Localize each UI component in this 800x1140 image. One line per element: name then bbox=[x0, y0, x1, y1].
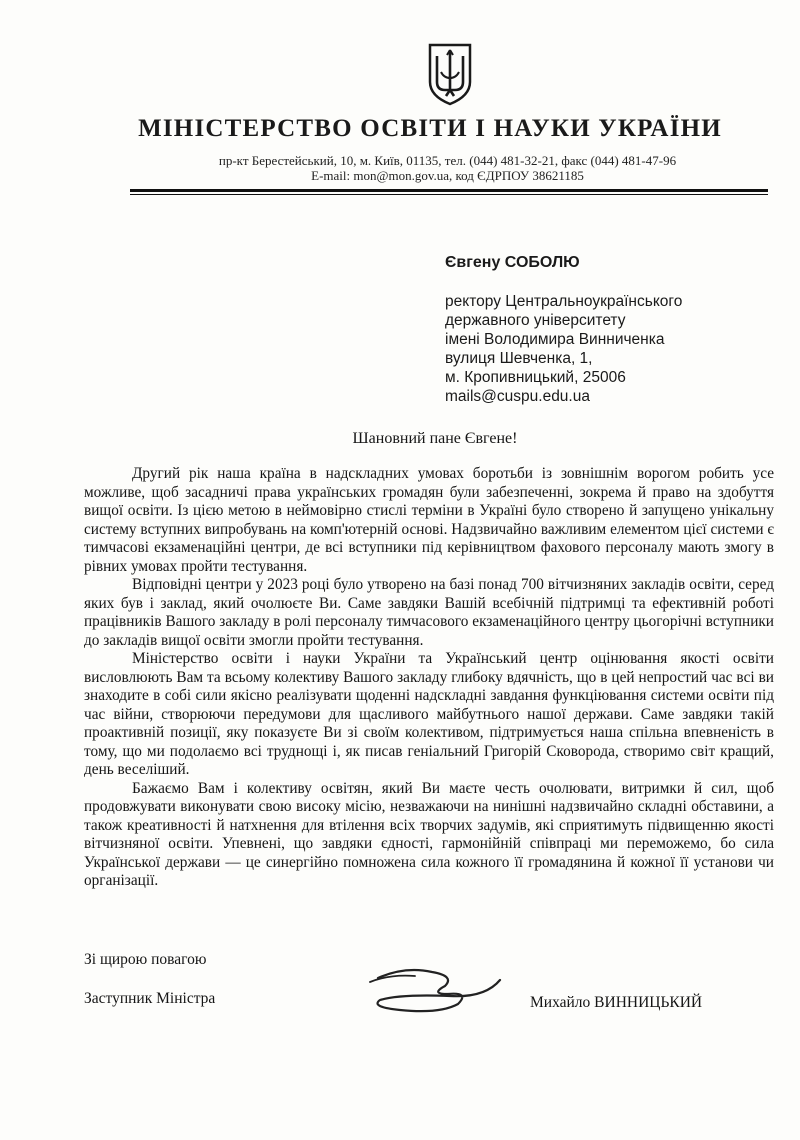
addressee-block bbox=[445, 253, 775, 406]
addressee-email: mails@cuspu.edu.ua bbox=[445, 388, 590, 405]
body-paragraph: Бажаємо Вам і колективу освітян, який Ви маєте честь очолювати, витримки й сил, щоб продовжувати виконувати свою високу місію, незважаючи на нинішні надзвичайно складні обставини, а також креативності й натхнення для втілення всіх творчих задумів, які сприятимуть підвищенню якості вітчизняної освіти. Упевнені, що завдяки єдності, гармонійній співпраці ми переможемо, бо сила Української держави — це синергійно помножена сила кожного її громадянина й кожної її установи чи організації. bbox=[84, 779, 774, 889]
signer-position: Заступник Міністра bbox=[84, 990, 216, 1007]
addressee-line: м. Кропивницький, 25006 bbox=[445, 369, 626, 386]
handwritten-signature bbox=[360, 960, 510, 1020]
addressee-name: Євгену СОБОЛЮ bbox=[445, 254, 580, 271]
body-paragraph: Другий рік наша країна в надскладних умовах боротьби із зовнішнім ворогом робить усе можливе, щоб засадничі права українських громадян були забезпеченні, зокрема й право на здобуття вищої освіти. Із цією метою в неймовірно стислі терміни в Україні було створено й запущено унікальну систему вступних випробувань на комп'ютерній основі. Надзвичайно важливим елементом цієї системи є тимчасові екзаменаційні центри, де всі вступники під керівництвом фахового персоналу мають змогу в рівних умовах пройти тестування. bbox=[84, 465, 774, 575]
header-divider-thick bbox=[130, 189, 768, 192]
ministry-title: МІНІСТЕРСТВО ОСВІТИ І НАУКИ УКРАЇНИ bbox=[138, 115, 722, 142]
addressee-line: ректору Центральноукраїнського bbox=[445, 293, 683, 310]
signer-name: Михайло ВИННИЦЬКИЙ bbox=[530, 994, 703, 1011]
header-divider-thin bbox=[130, 194, 768, 195]
body-paragraph: Відповідні центри у 2023 році було утворено на базі понад 700 вітчизняних закладів освіти, серед яких був і заклад, який очолюєте Ви. Саме завдяки Вашій всебічній підтримці та ефективній роботі працівників Вашого закладу в ролі персоналу тимчасового екзаменаційного центру цьогорічні вступники до закладів вищої освіти змогли пройти тестування. bbox=[84, 576, 774, 649]
closing-phrase: Зі щирою повагою bbox=[84, 951, 207, 968]
ministry-email: E-mail: mon@mon.gov.ua, код ЄДРПОУ 38621185 bbox=[311, 168, 584, 183]
ministry-address: пр-кт Берестейський, 10, м. Київ, 01135, тел. (044) 481-32-21, факс (044) 481-47-96 bbox=[218, 153, 677, 168]
letter-body bbox=[84, 465, 774, 891]
trident-coat-of-arms-icon bbox=[427, 42, 473, 106]
addressee-line: державного університету bbox=[445, 312, 626, 329]
salutation: Шановний пане Євгене! bbox=[352, 430, 518, 447]
addressee-line: вулиця Шевченка, 1, bbox=[445, 350, 593, 367]
body-paragraph: Міністерство освіти і науки України та Український центр оцінювання якості освіти висловлюють Вам та всьому колективу Вашого закладу глибоку вдячність, що в цей непростий час всі ви знаходите в собі сили якісно реалізувати щоденні надскладні завдання функціювання системи освіти під час війни, створюючи передумови для щасливого майбутнього нашої держави. Саме завдяки такій проактивній позиції, яку показуєте Ви зі своїм колективом, підтримується наша спільна впевненість в тому, що ми подолаємо всі труднощі і, як писав геніальний Григорій Сковорода, створимо світ кращий, день веселіший. bbox=[84, 650, 774, 778]
addressee-line: імені Володимира Винниченка bbox=[445, 331, 665, 348]
